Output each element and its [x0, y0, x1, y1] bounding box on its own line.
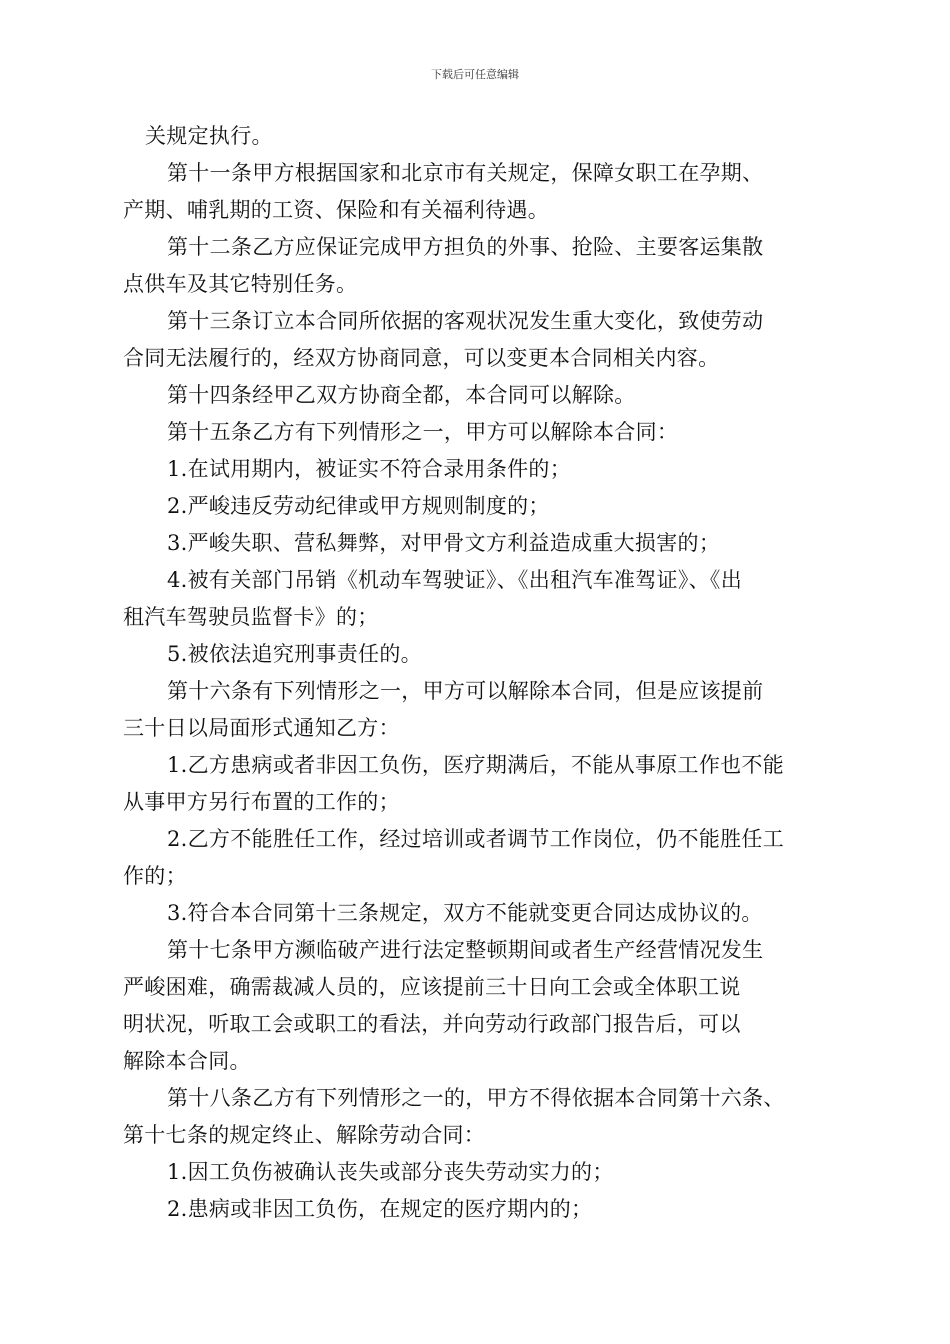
text-line: 第十八条乙方有下列情形之一的，甲方不得依据本合同第十六条、 [167, 1086, 785, 1110]
text-line: 租汽车驾驶员监督卡》的； [123, 605, 379, 629]
paragraph [145, 118, 825, 155]
text-line: 2.乙方不能胜任工作，经过培训或者调节工作岗位，仍不能胜任工 [167, 827, 785, 851]
text-line: 解除本合同。 [123, 1049, 251, 1073]
article-16 [123, 673, 825, 747]
article-13 [123, 303, 825, 377]
article-15 [145, 414, 825, 451]
text-line: 三十日以局面形式通知乙方： [123, 716, 400, 740]
text-line: 从事甲方另行布置的工作的； [123, 790, 400, 814]
text-line: 3.符合本合同第十三条规定，双方不能就变更合同达成协议的。 [167, 901, 763, 925]
text-line: 第十六条有下列情形之一，甲方可以解除本合同，但是应该提前 [167, 679, 764, 703]
list-item [145, 488, 825, 525]
text-line: 第十五条乙方有下列情形之一，甲方可以解除本合同： [167, 420, 679, 444]
text-line: 产期、哺乳期的工资、保险和有关福利待遇。 [123, 198, 549, 222]
text-line: 第十七条甲方濒临破产进行法定整顿期间或者生产经营情况发生 [167, 938, 764, 962]
text-line: 第十四条经甲乙双方协商全都，本合同可以解除。 [167, 383, 636, 407]
text-line: 第十七条的规定终止、解除劳动合同： [123, 1123, 486, 1147]
text-line: 1.在试用期内，被证实不符合录用条件的； [167, 457, 572, 481]
list-item [145, 1191, 825, 1228]
text-line: 1.因工负伤被确认丧失或部分丧失劳动实力的； [167, 1160, 614, 1184]
text-line: 严峻困难，确需裁减人员的，应该提前三十日向工会或全体职工说 [123, 975, 741, 999]
text-line: 第十二条乙方应保证完成甲方担负的外事、抢险、主要客运集散 [167, 235, 764, 259]
article-14 [145, 377, 825, 414]
list-item [145, 895, 825, 932]
text-line: 1.乙方患病或者非因工负伤，医疗期满后，不能从事原工作也不能 [167, 753, 785, 777]
text-line: 3.严峻失职、营私舞弊，对甲骨文方利益造成重大损害的； [167, 531, 721, 555]
text-line: 关规定执行。 [145, 124, 273, 148]
text-line: 第十三条订立本合同所依据的客观状况发生重大变化，致使劳动 [167, 309, 764, 333]
text-line: 作的； [123, 864, 187, 888]
text-line: 2.患病或非因工负伤，在规定的医疗期内的； [167, 1197, 593, 1221]
article-18 [123, 1080, 825, 1154]
text-line: 5.被依法追究刑事责任的。 [167, 642, 422, 666]
document-body [123, 118, 825, 1228]
text-line: 2.严峻违反劳动纪律或甲方规则制度的； [167, 494, 550, 518]
list-item [145, 451, 825, 488]
text-line: 明状况，听取工会或职工的看法，并向劳动行政部门报告后，可以 [123, 1012, 741, 1036]
text-line: 第十一条甲方根据国家和北京市有关规定，保障女职工在孕期、 [167, 161, 764, 185]
list-item [123, 821, 825, 895]
article-11 [123, 155, 825, 229]
list-item [123, 747, 825, 821]
list-item [123, 562, 825, 636]
list-item [145, 636, 825, 673]
text-line: 点供车及其它特别任务。 [123, 272, 358, 296]
article-12 [123, 229, 825, 303]
article-17 [123, 932, 825, 1080]
page-header: 下载后可任意编辑 [431, 68, 519, 81]
list-item [145, 1154, 825, 1191]
list-item [145, 525, 825, 562]
text-line: 合同无法履行的，经双方协商同意，可以变更本合同相关内容。 [123, 346, 720, 370]
text-line: 4.被有关部门吊销《机动车驾驶证》、《出租汽车准驾证》、《出 [167, 568, 743, 592]
